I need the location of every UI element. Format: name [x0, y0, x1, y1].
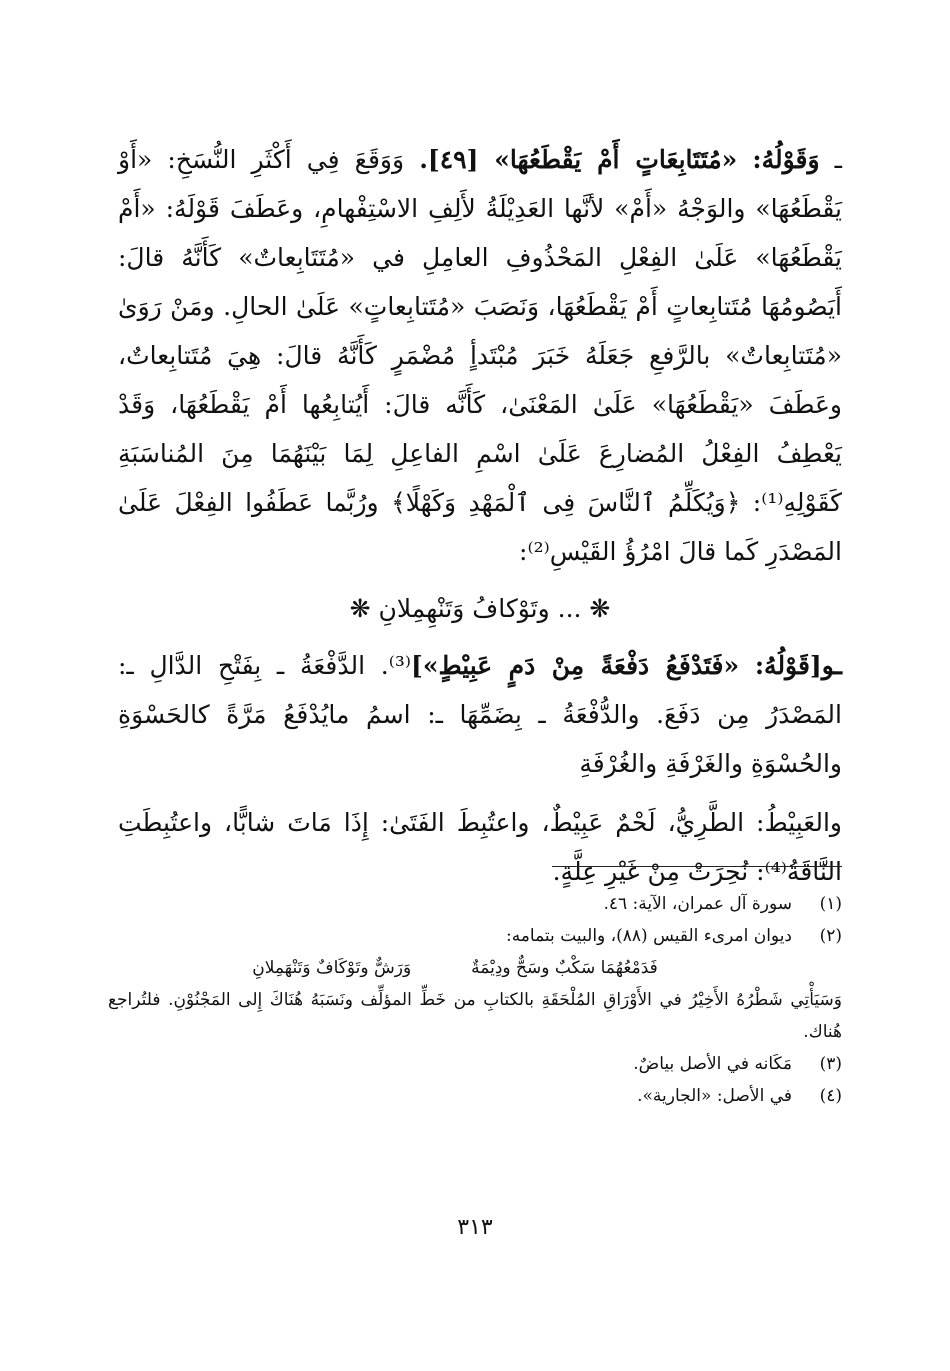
footnote-4	[108, 1080, 842, 1112]
verse-couplet	[108, 952, 842, 984]
footnote-number: (٤)	[819, 1086, 842, 1106]
footnotes	[108, 888, 842, 1112]
footnote-1	[108, 888, 842, 920]
footnote-number: (٣)	[819, 1054, 842, 1074]
footnote-number: (٢)	[819, 926, 842, 946]
lemma-intro: و[قَوْلُهُ:	[754, 651, 835, 680]
page-number: ٣١٣	[457, 1215, 493, 1240]
footnote-3	[108, 1048, 842, 1080]
commentary-text: ⁽³⁾. الدَّفْعَةُ ـ بِفَتْحِ الدَّالِ ـ: المَصْدَرُ مِن دَفَعَ. والدُّفْعَةُ ـ بِضَمِّهَا ـ: اسمُ مايُدْفَعُ مَرَّةً كالحَسْوَةِ والحُسْوَةِ والغَرْفَةِ والغُرْفَةِ	[118, 651, 842, 778]
commentary-paragraph-1	[118, 135, 842, 576]
footnote-text: مَكَانه في الأصل بياضٌ.	[633, 1054, 792, 1074]
footnote-2	[108, 920, 842, 952]
footnote-text: ديوان امرىء القيس (٨٨)، والبيت بتمامه:	[505, 926, 792, 946]
main-text	[118, 135, 842, 896]
lemma: «فَتَدْفَعُ دَفْعَةً مِنْ دَمٍ عَبِيْطٍ»]	[411, 651, 740, 680]
dash: ـ	[834, 651, 842, 680]
commentary-text: وَوَقَعَ فِي أَكْثَرِ النُّسَخِ: «أَوْ يَقْطَعُهَا» والوَجْهُ «أَمْ» لأنَّها العَدِيْلَةُ لأَلِفِ الاسْتِفْهامِ، وعَطَفَ قَوْلَهُ: «أَمْ يَقْطَعُهَا» عَلَىٰ الفِعْلِ المَحْذُوفِ العامِلِ في «مُتَتَابِعاتٌ» كَأَنَّهُ قالَ: أَيَصُومُهَا مُتَتابِعاتٍ أَمْ يَقْطَعُهَا، وَنَصَبَ «مُتَتابِعاتٍ» عَلَىٰ الحالِ. ومَنْ رَوَىٰ «مُتَتابِعاتٌ» بالرَّفعِ جَعَلَهُ خَبَرَ مُبْتَدأٍ مُضْمَرٍ كَأَنَّهُ قالَ: هِيَ مُتَتابِعاتٌ، وعَطَفَ «يَقْطَعُهَا» عَلَىٰ المَعْنَىٰ، كَأَنَّه قالَ: أَيُتابِعُها أَمْ يَقْطَعُهَا، وَقَدْ يَعْطِفُ الفِعْلُ المُضارِعَ عَلَىٰ اسْمِ الفاعِلِ لِمَا بَيْنَهُمَا مِنَ المُناسَبَةِ كَقَوْلِهِ⁽¹⁾: ﴿وَيُكَلِّمُ ٱلنَّاسَ فِى ٱلْمَهْدِ وَكَهْلًا﴾ ورُبَّما عَطَفُوا الفِعْلَ عَلَىٰ المَصْدَرِ كَما قالَ امْرُؤُ القَيْسِ⁽²⁾:	[118, 145, 842, 566]
commentary-paragraph-2	[118, 641, 842, 788]
dash: ـ	[834, 145, 842, 174]
footnote-number: (١)	[819, 894, 842, 914]
lemma: «مُتَتَابِعَاتٍ أَمْ يَقْطَعُهَا» [٤٩].	[419, 145, 738, 174]
footnote-text: في الأصل: «الجارية».	[637, 1086, 792, 1106]
footnote-text: سورة آل عمران، الآية: ٤٦.	[603, 894, 792, 914]
verse-fragment: ❋ ... وتَوْكافُ وَتَنْهِمِلانِ ❋	[349, 594, 611, 623]
hemistich-2: وَرَشٌّ وتَوْكَافٌ وَتَنْهَمِلانِ	[252, 958, 412, 978]
hemistich-1: فَدَمْعُهُمَا سَكْبٌ وسَحٌّ ودِيْمَةٌ	[471, 958, 658, 978]
commentary-paragraph-3: والعَبِيْطُ: الطَّرِيُّ، لَحْمٌ عَبِيْطٌ، واعتُبِطَ الفَتَىٰ: إِذَا مَاتَ شابًّا، واعتُبِطَتِ النَّاقَةُ⁽⁴⁾: نُحِرَتْ مِنْ غَيْرِ عِلَّةٍ.	[118, 808, 842, 886]
lemma-intro: وَقَوْلُهُ:	[752, 145, 820, 174]
footnote-separator	[552, 866, 842, 867]
footnote-continuation: وَسَيَأْتِي شَطْرُهُ الأَخِيْرُ في الأَوْرَاقِ المُلْحَقَةِ بالكتابِ من خَطِّ المؤلِّف ونَسَبَهُ هُنَاكَ إِلى المَجْنُوْنِ. فلتُراجع هُناك.	[108, 990, 842, 1042]
